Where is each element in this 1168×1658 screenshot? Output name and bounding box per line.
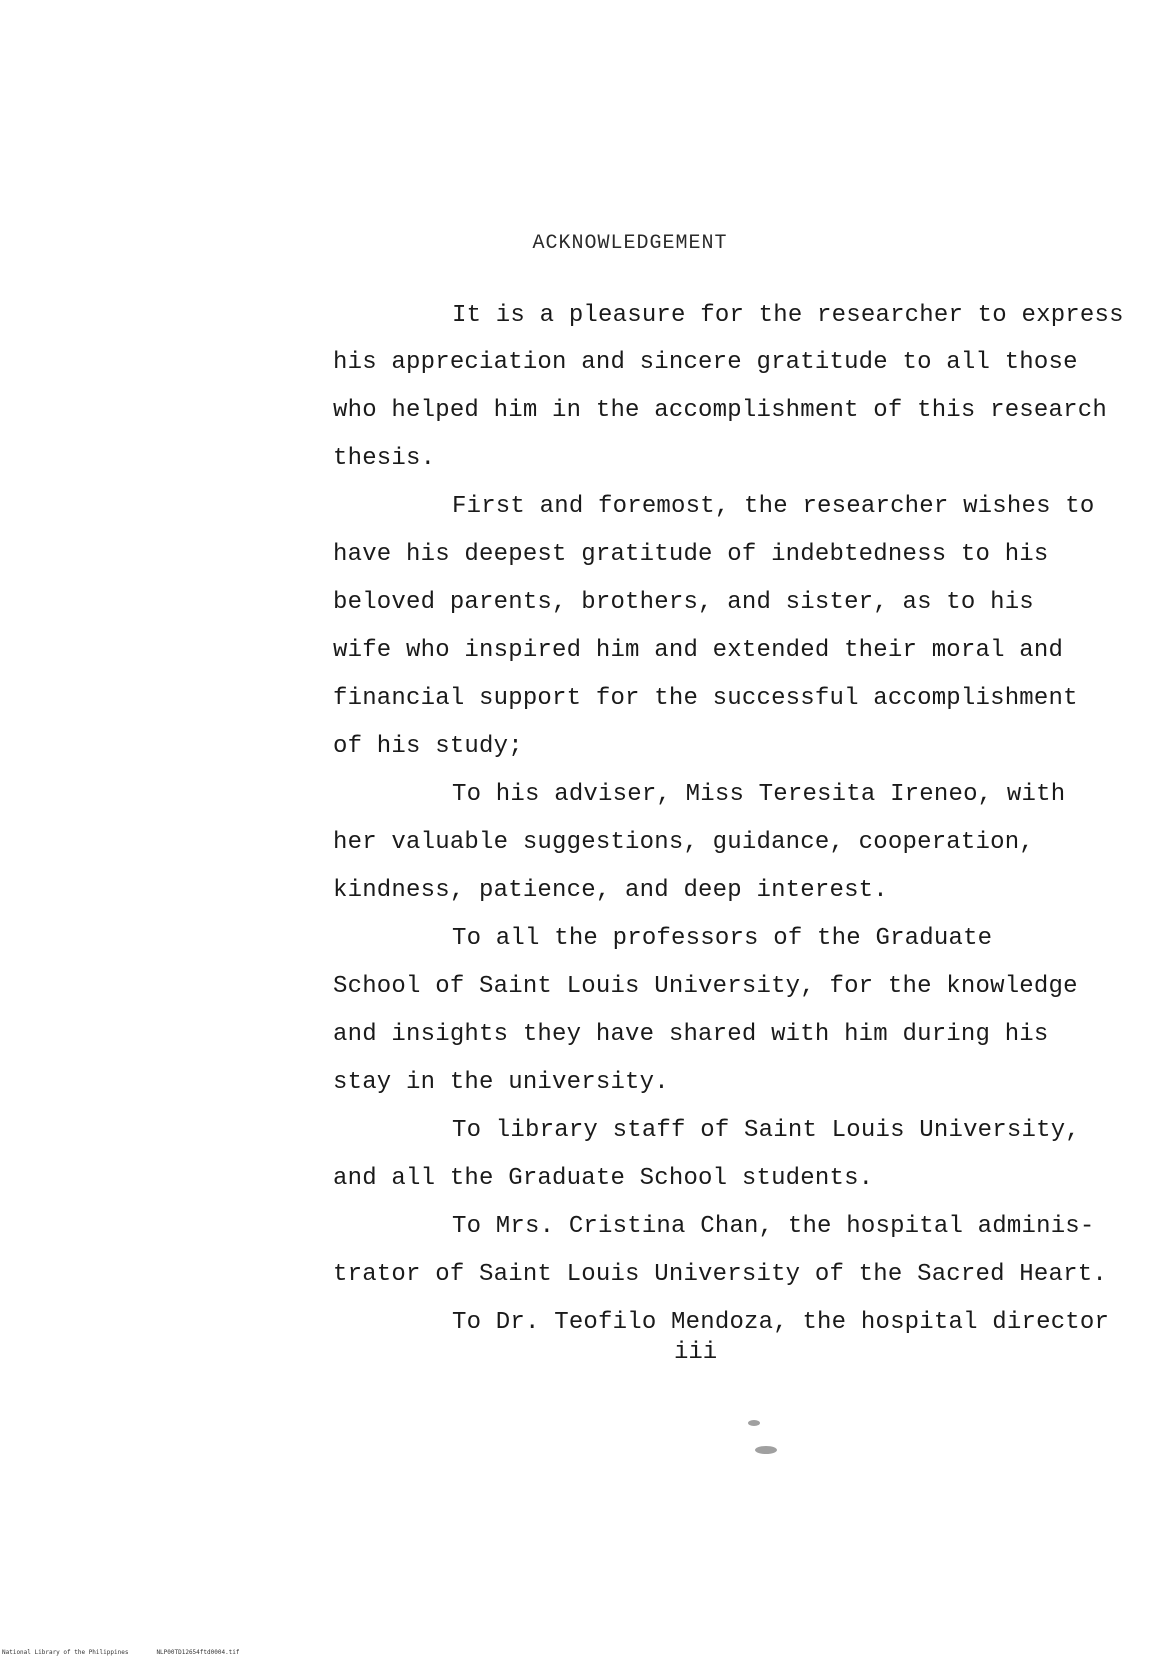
text-line: To Dr. Teofilo Mendoza, the hospital director xyxy=(452,1309,1110,1336)
text-line: who helped him in the accomplishment of this research xyxy=(333,397,1107,424)
document-title: ACKNOWLEDGEMENT xyxy=(532,232,728,255)
scan-footer xyxy=(2,1649,268,1656)
text-line: To his adviser, Miss Teresita Ireneo, with xyxy=(452,781,1066,808)
text-line: kindness, patience, and deep interest. xyxy=(333,877,888,904)
text-line: wife who inspired him and extended their moral and xyxy=(333,637,1064,664)
text-line: School of Saint Louis University, for the knowledge xyxy=(333,973,1078,1000)
text-line: and insights they have shared with him during his xyxy=(333,1021,1049,1048)
text-line: It is a pleasure for the researcher to express xyxy=(452,302,1124,329)
text-line: First and foremost, the researcher wishes to xyxy=(452,493,1095,520)
text-line: have his deepest gratitude of indebtedness to his xyxy=(333,541,1049,568)
text-line: To Mrs. Cristina Chan, the hospital adminis- xyxy=(452,1213,1095,1240)
page-number: iii xyxy=(674,1339,718,1366)
text-line: stay in the university. xyxy=(333,1069,669,1096)
text-line: To all the professors of the Graduate xyxy=(452,925,993,952)
text-line: thesis. xyxy=(333,445,436,472)
footer-filename: NLP00TD12654ftd0004.tif xyxy=(156,1649,240,1656)
text-line: of his study; xyxy=(333,733,523,760)
ink-smudge xyxy=(748,1420,760,1426)
text-line: financial support for the successful accomplishment xyxy=(333,685,1078,712)
footer-library: National Library of the Philippines xyxy=(2,1649,129,1656)
text-line: her valuable suggestions, guidance, cooperation, xyxy=(333,829,1034,856)
text-line: his appreciation and sincere gratitude to all those xyxy=(333,349,1078,376)
text-line: beloved parents, brothers, and sister, as to his xyxy=(333,589,1034,616)
text-line: To library staff of Saint Louis University, xyxy=(452,1117,1080,1144)
text-line: and all the Graduate School students. xyxy=(333,1165,874,1192)
text-line: trator of Saint Louis University of the Sacred Heart. xyxy=(333,1261,1107,1288)
ink-smudge xyxy=(755,1446,777,1454)
